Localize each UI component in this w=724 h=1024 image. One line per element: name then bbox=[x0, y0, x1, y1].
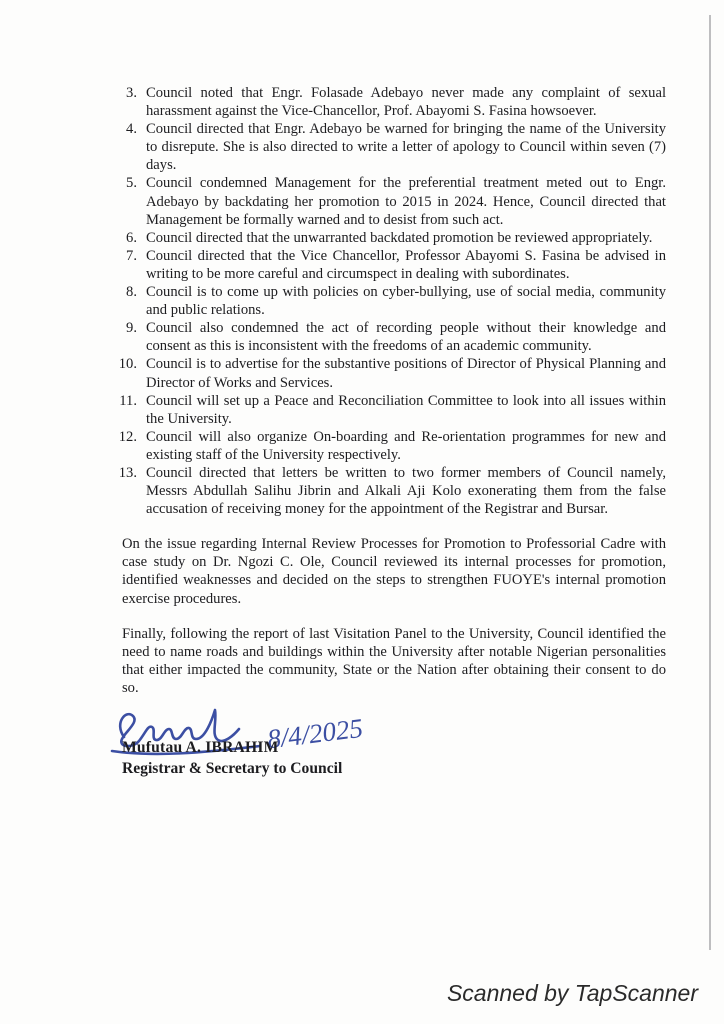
list-item-text: Council directed that letters be written to two former members of Council namely, Messrs Abdullah Salihu Jibrin and Alkali Aji Kolo exonerating them from the false accusation of receiving money for the appointment of the Registrar and Bursar. bbox=[146, 464, 666, 518]
list-item bbox=[100, 428, 666, 464]
list-item-text: Council is to come up with policies on cyber-bullying, use of social media, community and public relations. bbox=[146, 284, 666, 319]
list-item-number: 4. bbox=[126, 121, 137, 138]
list-item-text: Council noted that Engr. Folasade Adebayo never made any complaint of sexual harassment against the Vice-Chancellor, Prof. Abayomi S. Fasina howsoever. bbox=[146, 85, 666, 120]
list-item-number: 13. bbox=[118, 464, 137, 481]
list-item-number: 10. bbox=[118, 356, 137, 373]
signature-block bbox=[122, 703, 666, 789]
paragraph-visitation-panel: Finally, following the report of last Visitation Panel to the University, Council identified the need to name roads and buildings within the University after notable Nigerian personalities that either impacted the community, State or the Nation after obtaining their consent to do so. bbox=[122, 625, 666, 696]
signature-date: 8/4/2025 bbox=[265, 712, 365, 755]
list-item-number: 3. bbox=[126, 85, 137, 101]
paragraph-internal-review: On the issue regarding Internal Review Processes for Promotion to Professorial Cadre with case study on Dr. Ngozi C. Ole, Council reviewed its internal processes for promotion, identified weaknesses and decided on the steps to strengthen FUOYE's internal promotion exercise procedures. bbox=[122, 536, 666, 607]
list-item bbox=[100, 283, 666, 319]
list-item bbox=[100, 319, 666, 355]
list-item bbox=[100, 229, 666, 247]
list-item-text: Council directed that the unwarranted backdated promotion be reviewed appropriately. bbox=[146, 229, 653, 246]
document-body bbox=[100, 84, 666, 789]
list-item bbox=[100, 120, 666, 174]
signatory-name: Mufutau A. IBRAHIM bbox=[122, 739, 279, 756]
scan-edge-artifact bbox=[709, 15, 711, 950]
list-item-number: 9. bbox=[126, 320, 137, 337]
resolution-list bbox=[100, 84, 666, 518]
list-item-text: Council directed that Engr. Adebayo be warned for bringing the name of the University to disrepute. She is also directed to write a letter of apology to Council within seven (7) days. bbox=[146, 121, 666, 174]
list-item-text: Council will set up a Peace and Reconciliation Committee to look into all issues within the University. bbox=[146, 392, 666, 427]
list-item-number: 5. bbox=[126, 175, 137, 192]
list-item bbox=[100, 392, 666, 428]
list-item-text: Council directed that the Vice Chancellor, Professor Abayomi S. Fasina be advised in writing to be more careful and circumspect in dealing with subordinates. bbox=[146, 247, 666, 282]
list-item bbox=[100, 247, 666, 283]
signatory-title: Registrar & Secretary to Council bbox=[122, 760, 343, 777]
list-item-text: Council also condemned the act of recording people without their knowledge and consent as this is inconsistent with the freedoms of an academic community. bbox=[146, 320, 666, 355]
list-item bbox=[100, 174, 666, 228]
scanner-watermark: Scanned by TapScanner bbox=[446, 980, 698, 1006]
list-item-number: 6. bbox=[126, 229, 137, 246]
list-item-text: Council is to advertise for the substantive positions of Director of Physical Planning and Director of Works and Services. bbox=[146, 356, 666, 391]
list-item-text: Council will also organize On-boarding and Re-orientation programmes for new and existing staff of the University respectively. bbox=[146, 428, 666, 463]
list-item-text: Council condemned Management for the preferential treatment meted out to Engr. Adebayo by backdating her promotion to 2015 in 2024. Hence, Council directed that Management be formally warned and to desist from such act. bbox=[146, 175, 666, 228]
list-item-number: 12. bbox=[118, 428, 137, 445]
list-item-number: 7. bbox=[126, 247, 137, 264]
list-item bbox=[100, 84, 666, 120]
list-item bbox=[100, 464, 666, 518]
list-item-number: 11. bbox=[119, 392, 137, 409]
list-item bbox=[100, 355, 666, 391]
list-item-number: 8. bbox=[126, 284, 137, 301]
